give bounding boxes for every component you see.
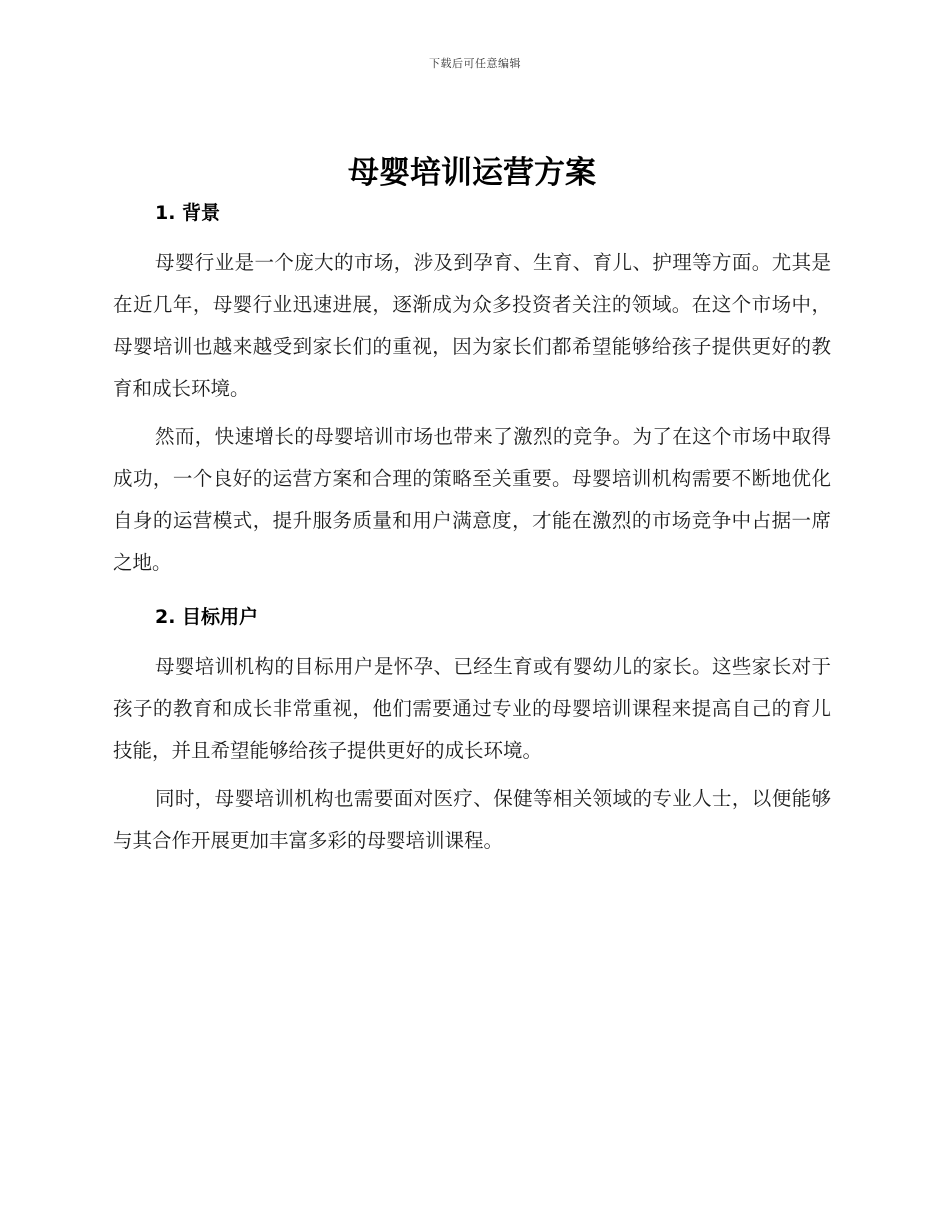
paragraph: 母婴行业是一个庞大的市场，涉及到孕育、生育、育儿、护理等方面。尤其是在近几年，母婴行业迅速进展，逐渐成为众多投资者关注的领域。在这个市场中，母婴培训也越来越受到家长们的重视，因为家长们都希望能够给孩子提供更好的教育和成长环境。 <box>113 251 831 400</box>
document-body <box>113 150 831 868</box>
header-note: 下载后可任意编辑 <box>429 57 521 70</box>
document-title: 母婴培训运营方案 <box>348 155 596 191</box>
section-heading-background: 1. 背景 <box>155 202 221 224</box>
section-heading-target-users: 2. 目标用户 <box>155 606 259 628</box>
paragraph: 同时，母婴培训机构也需要面对医疗、保健等相关领域的专业人士，以便能够与其合作开展更加丰富多彩的母婴培训课程。 <box>113 787 831 852</box>
paragraph: 然而，快速增长的母婴培训市场也带来了激烈的竞争。为了在这个市场中取得成功，一个良好的运营方案和合理的策略至关重要。母婴培训机构需要不断地优化自身的运营模式，提升服务质量和用户满意度，才能在激烈的市场竞争中占据一席之地。 <box>113 425 831 574</box>
paragraph: 母婴培训机构的目标用户是怀孕、已经生育或有婴幼儿的家长。这些家长对于孩子的教育和成长非常重视，他们需要通过专业的母婴培训课程来提高自己的育儿技能，并且希望能够给孩子提供更好的成长环境。 <box>113 655 831 762</box>
